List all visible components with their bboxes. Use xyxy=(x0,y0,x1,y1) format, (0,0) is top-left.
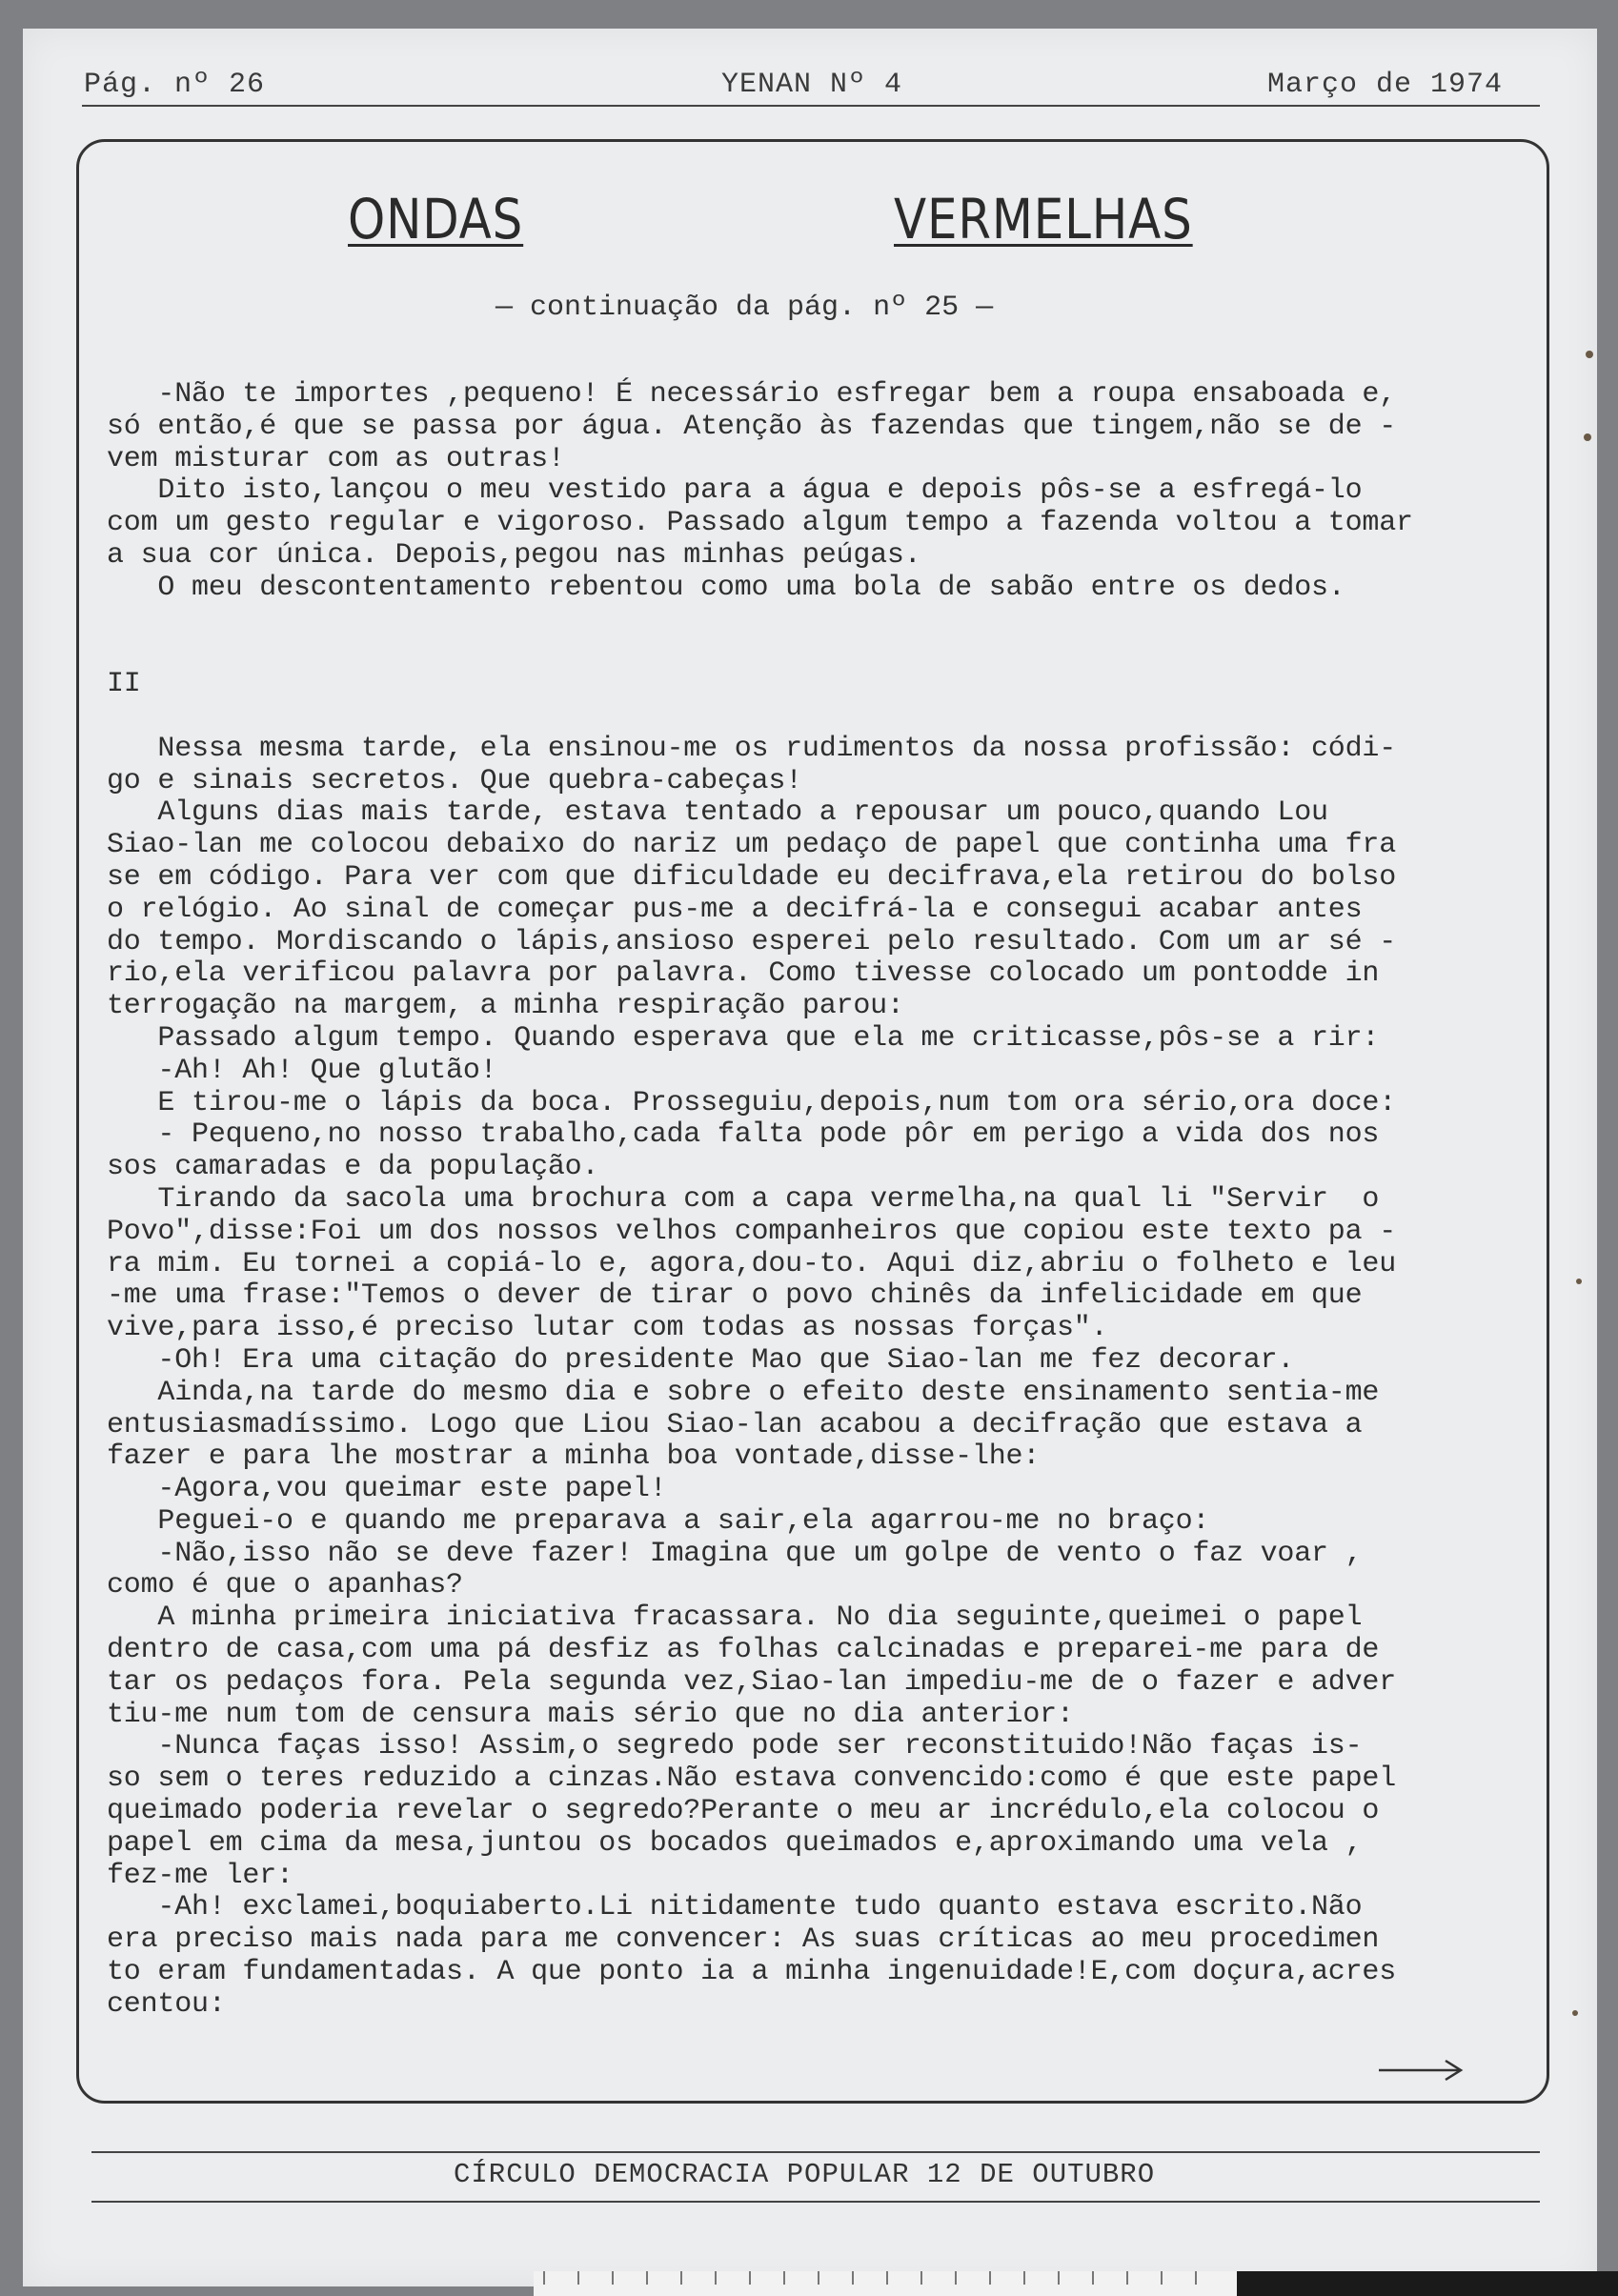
right-arrow-icon xyxy=(1377,2056,1465,2085)
text-line: - Pequeno,no nosso trabalho,cada falta pode pôr em perigo a vida dos nos xyxy=(107,1118,1380,1152)
text-line: dentro de casa,com uma pá desfiz as folhas calcinadas e preparei-me para de xyxy=(107,1634,1380,1667)
page-number: Pág. nº 26 xyxy=(84,69,266,101)
text-line: -Nunca faças isso! Assim,o segredo pode ser reconstituido!Não faças is- xyxy=(107,1730,1363,1763)
text-line: ra mim. Eu tornei a copiá-lo e, agora,dou-to. Aqui diz,abriu o folheto e leu xyxy=(107,1247,1397,1280)
footer-organization: CÍRCULO DEMOCRACIA POPULAR 12 DE OUTUBRO xyxy=(454,2159,1156,2190)
text-line: Passado algum tempo. Quando esperava que ela me criticasse,pôs-se a rir: xyxy=(107,1021,1380,1055)
text-line: -Ah! Ah! Que glutão! xyxy=(107,1054,497,1087)
text-line: o relógio. Ao sinal de começar pus-me a decifrá-la e consegui acabar antes xyxy=(107,893,1363,926)
ruler-tick xyxy=(989,2271,991,2285)
text-line: Nessa mesma tarde, ela ensinou-me os rudimentos da nossa profissão: códi- xyxy=(107,732,1397,765)
ruler-tick xyxy=(577,2271,579,2285)
text-line: to eram fundamentadas. A que ponto ia a minha ingenuidade!E,com doçura,acres xyxy=(107,1956,1397,1989)
text-line: tiu-me num tom de censura mais sério que no dia anterior: xyxy=(107,1698,1074,1731)
text-line: O meu descontentamento rebentou como uma bola de sabão entre os dedos. xyxy=(107,571,1345,604)
text-line: vem misturar com as outras! xyxy=(107,442,565,475)
text-line: se em código. Para ver com que dificuldade eu decifrava,ela retirou do bolso xyxy=(107,860,1397,894)
text-line xyxy=(107,636,1555,669)
text-line: -Não,isso não se deve fazer! Imagina que um golpe de vento o faz voar , xyxy=(107,1537,1363,1570)
text-line: fez-me ler: xyxy=(107,1859,293,1892)
ruler-tick xyxy=(1058,2271,1060,2285)
ruler-tick xyxy=(818,2271,819,2285)
text-line xyxy=(107,701,1555,734)
footer-divider-bottom xyxy=(91,2201,1540,2203)
paper-speck xyxy=(1576,1279,1582,1284)
ruler-tick xyxy=(852,2271,854,2285)
text-line: -Agora,vou queimar este papel! xyxy=(107,1473,667,1506)
text-line: Dito isto,lançou o meu vestido para a água e depois pôs-se a esfregá-lo xyxy=(107,474,1363,508)
text-line: -me uma frase:"Temos o dever de tirar o povo chinês da infelicidade em que xyxy=(107,1279,1363,1313)
ruler-tick xyxy=(749,2271,751,2285)
text-line: II xyxy=(107,668,141,701)
ruler-tick xyxy=(783,2271,785,2285)
footer-divider-top xyxy=(91,2151,1540,2153)
text-line: entusiasmadíssimo. Logo que Liou Siao-lan acabou a decifração que estava a xyxy=(107,1408,1363,1441)
text-line: tar os pedaços fora. Pela segunda vez,Siao-lan impediu-me de o fazer e adver xyxy=(107,1665,1397,1699)
scan-ruler xyxy=(534,2271,1618,2296)
ruler-tick xyxy=(886,2271,888,2285)
text-line: A minha primeira iniciativa fracassara. No dia seguinte,queimei o papel xyxy=(107,1601,1363,1635)
scan-ruler-dark-band xyxy=(1237,2271,1618,2296)
text-line: rio,ela verificou palavra por palavra. Como tivesse colocado um pontodde in xyxy=(107,957,1380,991)
text-line: a sua cor única. Depois,pegou nas minhas peúgas. xyxy=(107,538,921,572)
text-line: sos camaradas e da população. xyxy=(107,1151,599,1184)
issue-date: Março de 1974 xyxy=(1267,69,1504,101)
paper-speck xyxy=(1584,433,1591,441)
text-line: -Não te importes ,pequeno! É necessário esfregar bem a roupa ensaboada e, xyxy=(107,378,1397,411)
text-line xyxy=(107,605,1555,637)
ruler-tick xyxy=(1161,2271,1163,2285)
ruler-tick xyxy=(1195,2271,1197,2285)
ruler-tick xyxy=(955,2271,957,2285)
ruler-tick xyxy=(543,2271,545,2285)
paper-speck xyxy=(1572,2010,1578,2016)
text-line: do tempo. Mordiscando o lápis,ansioso esperei pelo resultado. Com um ar sé - xyxy=(107,925,1397,958)
ruler-tick xyxy=(612,2271,614,2285)
text-line: Alguns dias mais tarde, estava tentado a repousar um pouco,quando Lou xyxy=(107,796,1328,830)
text-line: E tirou-me o lápis da boca. Prosseguiu,depois,num tom ora sério,ora doce: xyxy=(107,1086,1397,1119)
text-line: terrogação na margem, a minha respiração parou: xyxy=(107,990,904,1023)
text-line: Siao-lan me colocou debaixo do nariz um pedaço de papel que continha uma fra xyxy=(107,829,1397,862)
text-line: so sem o teres reduzido a cinzas.Não estava convencido:como é que este papel xyxy=(107,1762,1397,1796)
text-line: Ainda,na tarde do mesmo dia e sobre o efeito deste ensinamento sentia-me xyxy=(107,1376,1380,1409)
paper-speck xyxy=(1586,351,1593,358)
text-line: fazer e para lhe mostrar a minha boa vontade,disse-lhe: xyxy=(107,1440,1041,1474)
ruler-tick xyxy=(1092,2271,1094,2285)
section-title-word-1: ONDAS xyxy=(348,187,524,252)
text-line: Povo",disse:Foi um dos nossos velhos companheiros que copiou este texto pa - xyxy=(107,1215,1397,1248)
continuation-note: — continuação da pág. nº 25 — xyxy=(496,292,994,324)
ruler-tick xyxy=(1023,2271,1025,2285)
text-line: -Ah! exclamei,boquiaberto.Li nitidamente tudo quanto estava escrito.Não xyxy=(107,1891,1363,1924)
header-divider xyxy=(82,105,1540,107)
ruler-tick xyxy=(1126,2271,1128,2285)
text-line: go e sinais secretos. Que quebra-cabeças! xyxy=(107,764,802,797)
text-line: como é que o apanhas? xyxy=(107,1569,463,1602)
text-line: só então,é que se passa por água. Atenção às fazendas que tingem,não se de - xyxy=(107,410,1397,443)
text-line: papel em cima da mesa,juntou os bocados queimados e,aproximando uma vela , xyxy=(107,1826,1363,1860)
ruler-tick xyxy=(680,2271,682,2285)
text-line: centou: xyxy=(107,1987,226,2021)
section-title-word-2: VERMELHAS xyxy=(894,187,1193,252)
article-body xyxy=(107,379,1555,2022)
text-line: queimado poderia revelar o segredo?Perante o meu ar incrédulo,ela colocou o xyxy=(107,1795,1380,1828)
text-line: Peguei-o e quando me preparava a sair,ela agarrou-me no braço: xyxy=(107,1504,1210,1538)
text-line: Tirando da sacola uma brochura com a capa vermelha,na qual li "Servir o xyxy=(107,1182,1380,1216)
ruler-tick xyxy=(646,2271,648,2285)
ruler-tick xyxy=(920,2271,922,2285)
text-line: vive,para isso,é preciso lutar com todas as nossas forças". xyxy=(107,1312,1108,1345)
text-line: era preciso mais nada para me convencer: As suas críticas ao meu procedimen xyxy=(107,1923,1380,1957)
ruler-tick xyxy=(715,2271,717,2285)
text-line: -Oh! Era uma citação do presidente Mao que Siao-lan me fez decorar. xyxy=(107,1343,1295,1377)
publication-title: YENAN Nº 4 xyxy=(721,69,903,101)
text-line: com um gesto regular e vigoroso. Passado algum tempo a fazenda voltou a tomar xyxy=(107,507,1413,540)
